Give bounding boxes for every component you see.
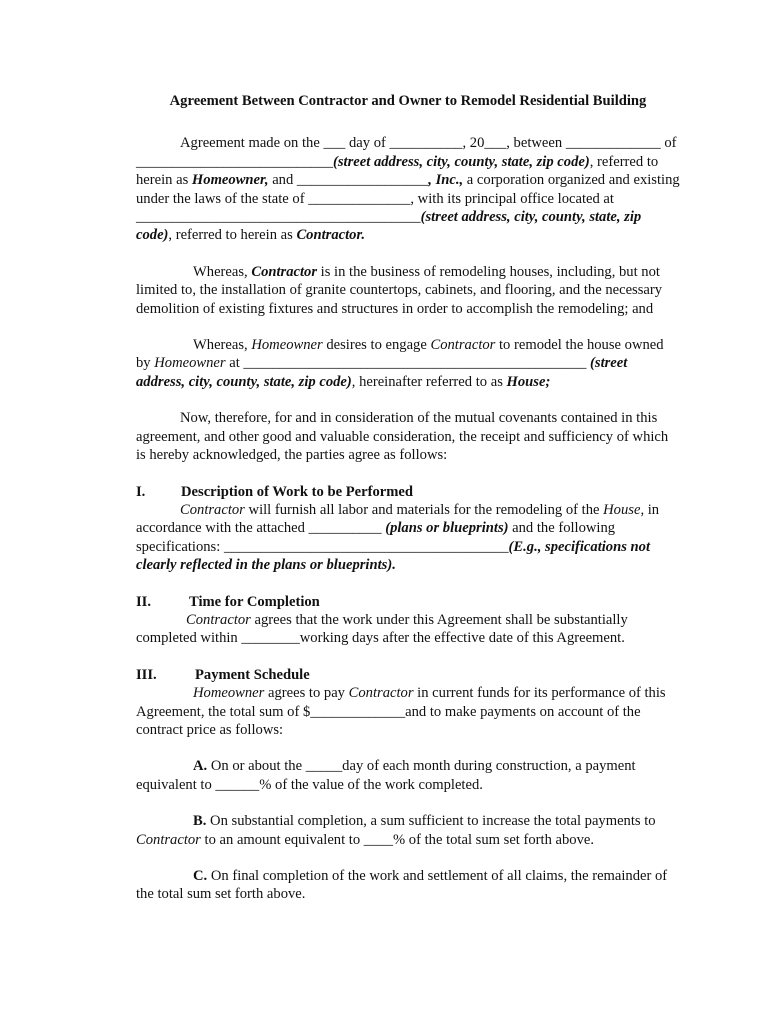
intro-address-note-1: (street address, city, county, state, zip code) [333, 153, 590, 170]
whereas-homeowner-paragraph [136, 336, 680, 391]
section-1-number: I. [136, 483, 146, 500]
section-3-text-1: agrees to pay [264, 685, 349, 702]
section-3-text-2: in current funds for its performance of this Agreement, the total sum of $_____________and to make payments on account of the contract price as follows: [136, 685, 666, 738]
whereas2-contractor-term: Contractor [430, 337, 496, 354]
intro-paragraph [136, 134, 680, 244]
section-3-number: III. [136, 666, 157, 683]
payment-item-b-contractor-term: Contractor [136, 831, 201, 848]
whereas2-address-note: (street address, city, county, state, zip code) [136, 355, 628, 390]
whereas2-text-5: , hereinafter referred to as [351, 373, 507, 390]
section-1-heading [136, 483, 680, 501]
section-2-heading [136, 593, 680, 611]
section-1-title: Description of Work to be Performed [181, 483, 413, 500]
section-2-title: Time for Completion [189, 593, 320, 610]
whereas2-homeowner-term-2: Homeowner [154, 355, 226, 372]
section-1-plans-note: (plans or blueprints) [385, 520, 509, 537]
intro-contractor-term: Contractor. [296, 227, 365, 244]
section-2-text: agrees that the work under this Agreement shall be substantially completed within ________working days after the effective date of this Agreement. [136, 611, 628, 647]
payment-item-a [136, 757, 680, 794]
whereas2-homeowner-term: Homeowner [251, 337, 323, 354]
whereas2-text-4: at _______________________________________________ [225, 355, 591, 372]
section-1-contractor-term: Contractor [180, 501, 245, 518]
intro-text-4: a corporation organized and existing under the laws of the state of ______________, with its principal office located at _______________________________________ [136, 172, 680, 226]
intro-address-note-2: (street address, city, county, state, zip code) [136, 209, 642, 244]
whereas1-contractor-term: Contractor [251, 263, 318, 280]
intro-text-2: , referred to herein as [136, 153, 659, 189]
payment-item-b-text-2: to an amount equivalent to ____% of the total sum set forth above. [200, 831, 595, 848]
section-2-contractor-term: Contractor [186, 611, 251, 628]
intro-homeowner-term: Homeowner, [191, 172, 269, 189]
section-3-homeowner-term: Homeowner [193, 685, 265, 702]
whereas1-text-2: is in the business of remodeling houses, including, but not limited to, the installation of granite countertops, cabinets, and flooring, and the necessary demolition of existing fixtures and structures in order to accomplish the remodeling; and [136, 263, 663, 317]
section-3-heading [136, 666, 680, 684]
section-1-specifications-note: (E.g., specifications not clearly reflected in the plans or blueprints). [136, 538, 651, 574]
intro-text-1: Agreement made on the ___ day of __________, 20___, between _____________ of ___________________________ [136, 135, 677, 170]
whereas-contractor-paragraph [136, 263, 680, 318]
payment-item-a-text: On or about the _____day of each month during construction, a payment equivalent to ______% of the value of the work completed. [136, 758, 636, 793]
section-3-body [136, 684, 680, 739]
payment-item-a-label: A. [193, 758, 208, 775]
payment-item-c-label: C. [193, 868, 208, 884]
section-1-text-1: will furnish all labor and materials for the remodeling of the [244, 501, 604, 518]
section-3-title: Payment Schedule [195, 666, 310, 683]
document-page [136, 92, 680, 922]
intro-text-3: and __________________ [268, 172, 429, 189]
intro-inc-term: , Inc., [428, 172, 464, 189]
section-1-house-term: House [603, 501, 641, 518]
whereas2-text-3: to remodel the house owned by [136, 337, 664, 372]
section-1-text-2: , in accordance with the attached __________ [136, 501, 660, 537]
whereas2-text-1: Whereas, [193, 337, 252, 354]
section-1 [136, 483, 680, 575]
payment-item-b-text-1: On substantial completion, a sum sufficient to increase the total payments to [206, 813, 656, 830]
intro-text-5: , referred to herein as [168, 227, 297, 244]
payment-item-c-text: On final completion of the work and settlement of all claims, the remainder of the total sum set forth above. [136, 868, 668, 903]
whereas2-text-2: desires to engage [322, 337, 431, 354]
whereas2-house-term: House; [506, 373, 551, 390]
document-title: Agreement Between Contractor and Owner to Remodel Residential Building [169, 93, 647, 109]
now-therefore-paragraph: Now, therefore, for and in consideration of the mutual covenants contained in this agreement, and other good and valuable consideration, the receipt and sufficiency of which is hereby acknowledged, the parties agree as follows: [136, 410, 669, 464]
payment-item-c [136, 867, 680, 904]
section-2-body [136, 611, 680, 648]
section-1-body [136, 501, 680, 575]
payment-item-b-label: B. [193, 813, 207, 830]
section-1-text-3: and the following specifications: _______________________________________ [136, 520, 616, 555]
section-2-number: II. [136, 593, 152, 610]
section-3-contractor-term: Contractor [348, 685, 414, 702]
section-2 [136, 593, 680, 648]
section-3 [136, 666, 680, 740]
payment-item-b [136, 812, 680, 849]
whereas1-text-1: Whereas, [193, 263, 252, 280]
